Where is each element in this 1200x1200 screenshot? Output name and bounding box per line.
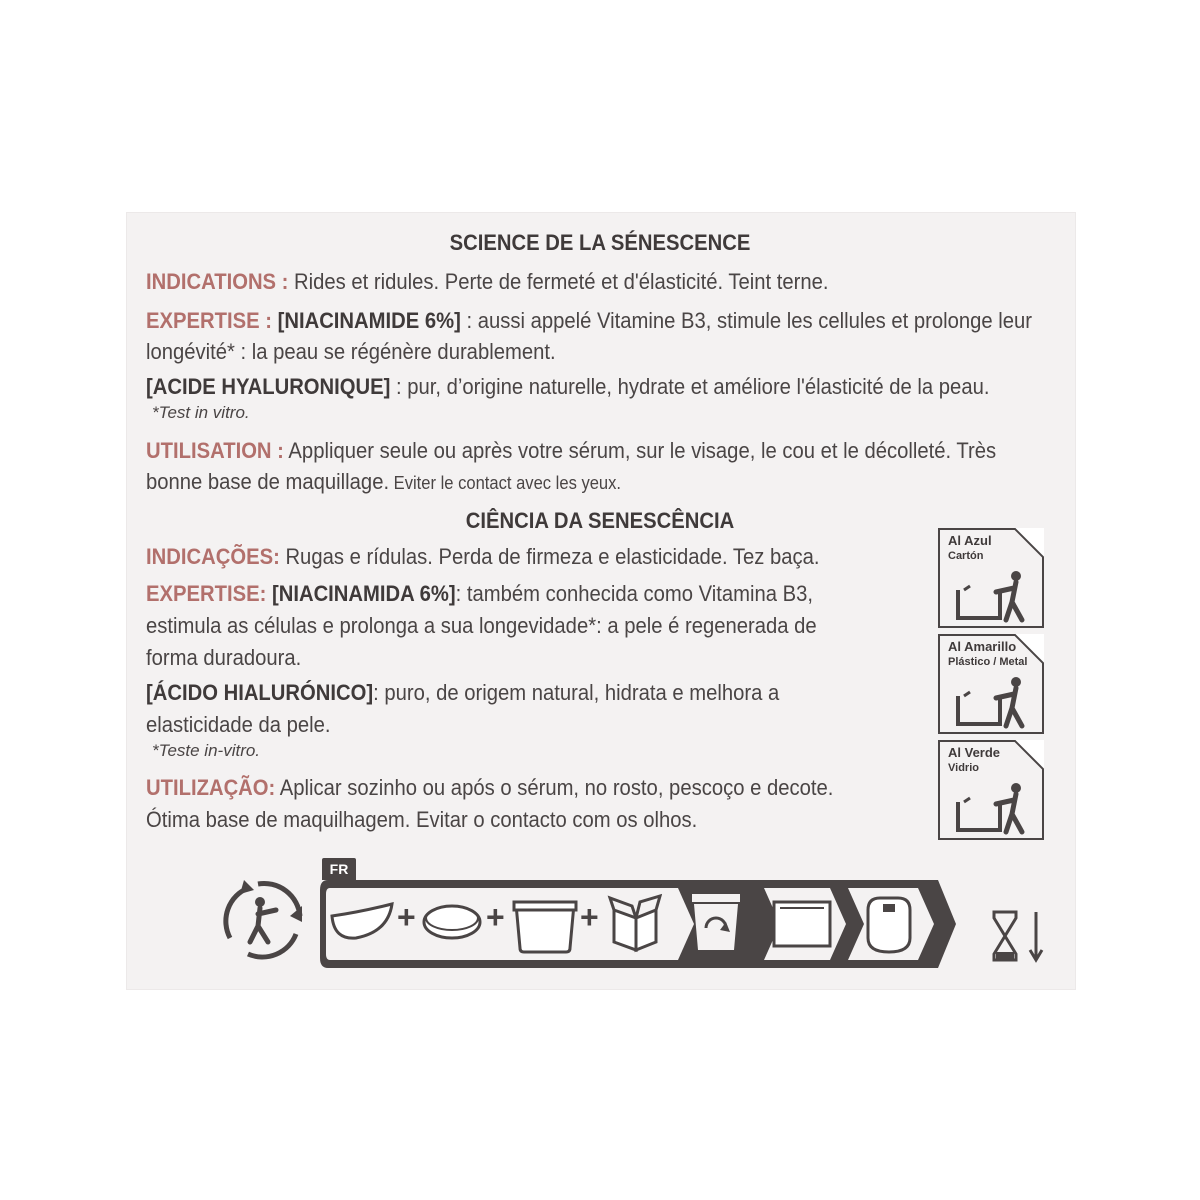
recycling-bin-icon <box>686 888 746 958</box>
fr-niacinamide-term: [NIACINAMIDE 6%] <box>271 308 461 333</box>
recycle-bin-person-icon <box>950 780 1040 838</box>
folded-corner-icon <box>1014 740 1044 770</box>
fr-expertise-line-2: longévité* : la peau se régénère durablement. <box>146 339 556 364</box>
recycling-green-title: Al Verde <box>948 745 1001 760</box>
recycling-blue-sub: Cartón <box>948 550 984 562</box>
fr-hyaluronic-term: [ACIDE HYALURONIQUE] <box>146 374 391 399</box>
fr-title: SCIENCE DE LA SÉNESCENCE <box>449 230 751 255</box>
recycling-box-yellow <box>938 634 1044 734</box>
pt-utilizacao-line-2: Ótima base de maquilhagem. Evitar o contacto com os olhos. <box>146 807 698 832</box>
fr-expertise <box>146 305 1032 336</box>
container-icon <box>862 894 916 956</box>
fr-utilisation-text-2: bonne base de maquillage. <box>146 469 390 494</box>
pt-indications <box>146 541 819 572</box>
pt-expertise <box>146 578 813 609</box>
triman-logo-icon <box>218 876 310 960</box>
pt-utilizacao <box>146 772 833 803</box>
plus-sign-3: + <box>580 899 599 935</box>
folded-corner-icon <box>1014 528 1044 558</box>
fr-utilisation-line-2 <box>146 466 621 499</box>
fr-utilisation-text-1: Appliquer seule ou après votre sérum, sur le visage, le cou et le décolleté. Très <box>283 438 997 463</box>
hourglass-arrow-icon <box>990 908 1056 966</box>
pt-niacinamida-term: [NIACINAMIDA 6%] <box>266 581 456 606</box>
recycling-box-green <box>938 740 1044 840</box>
cap-icon <box>420 902 484 942</box>
pt-hyaluronic-text-1: : puro, de origem natural, hidrata e melhora a <box>373 680 780 705</box>
jar-icon <box>510 892 580 954</box>
recycling-green-sub: Vidrio <box>948 762 979 774</box>
tube-icon <box>330 902 396 944</box>
bag-icon <box>770 898 834 950</box>
fr-hyaluronic-text: : pur, d’origine naturelle, hydrate et améliore l'élasticité de la peau. <box>390 374 990 399</box>
pt-expertise-text-1: : também conhecida como Vitamina B3, <box>455 581 814 606</box>
pt-hyaluronic-line-2: elasticidade da pele. <box>146 712 331 737</box>
fr-utilisation <box>146 435 996 466</box>
fr-indications-text: Rides et ridules. Perte de fermeté et d'élasticité. Teint terne. <box>288 269 829 294</box>
folded-corner-icon <box>1014 634 1044 664</box>
recycling-yellow-title: Al Amarillo <box>948 639 1017 654</box>
fr-utilisation-label: UTILISATION : <box>146 438 284 463</box>
pt-hyaluronic-term: [ÁCIDO HIALURÓNICO] <box>146 680 374 705</box>
pt-indications-text: Rugas e rídulas. Perda de firmeza e elasticidade. Tez baça. <box>279 544 820 569</box>
pt-expertise-line-2: estimula as células e prolonga a sua longevidade*: a pele é regenerada de <box>146 613 817 638</box>
pt-title: CIÊNCIA DA SENESCÊNCIA <box>465 508 735 533</box>
fr-expertise-label: EXPERTISE : <box>146 308 272 333</box>
pt-hyaluronic <box>146 677 779 708</box>
recycling-box-blue <box>938 528 1044 628</box>
recycling-blue-title: Al Azul <box>948 533 992 548</box>
plus-sign-1: + <box>397 899 416 935</box>
fr-expertise-text-1: : aussi appelé Vitamine B3, stimule les cellules et prolonge leur <box>460 308 1033 333</box>
fr-indications <box>146 266 829 297</box>
pt-expertise-line-3: forma duradoura. <box>146 645 302 670</box>
fr-indications-label: INDICATIONS : <box>146 269 289 294</box>
pt-note: *Teste in-vitro. <box>152 741 261 760</box>
recycle-bin-person-icon <box>950 568 1040 626</box>
pt-utilizacao-label: UTILIZAÇÃO: <box>146 775 276 800</box>
fr-utilisation-text-3: Eviter le contact avec les yeux. <box>389 473 622 493</box>
carton-box-icon <box>606 888 662 954</box>
pt-utilizacao-text-1: Aplicar sozinho ou após o sérum, no rosto, pescoço e decote. <box>275 775 834 800</box>
pt-expertise-label: EXPERTISE: <box>146 581 267 606</box>
pt-indications-label: INDICAÇÕES: <box>146 544 280 569</box>
recycle-bin-person-icon <box>950 674 1040 732</box>
recycling-yellow-sub: Plástico / Metal <box>948 656 1028 668</box>
fr-note: *Test in vitro. <box>152 403 250 422</box>
fr-hyaluronic <box>146 371 989 402</box>
country-tab: FR <box>322 858 356 880</box>
plus-sign-2: + <box>486 899 505 935</box>
